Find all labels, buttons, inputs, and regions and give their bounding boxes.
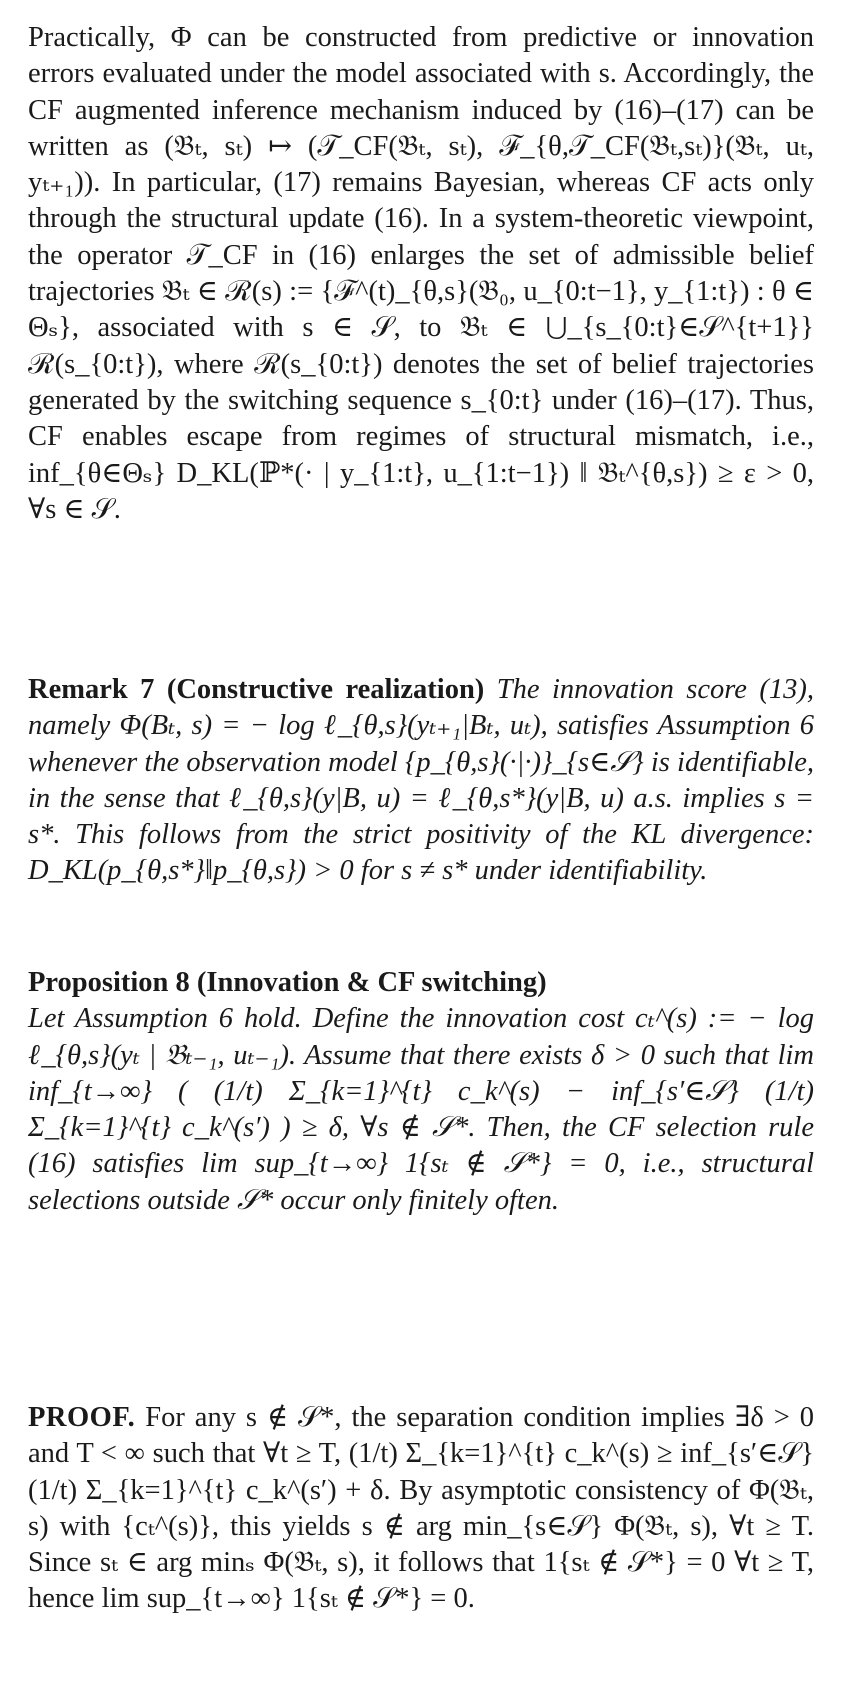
remark-body: The innovation score (13), namely Φ(Bₜ, s) = − log ℓ_{θ,s}(yₜ₊₁|Bₜ, uₜ), satisfies Assumption 6 whenever the observation model {p_{θ,s}(·|·)}_{s∈𝒮} is identifiable, in the sense that ℓ_{θ,s}(y|B, u) = ℓ_{θ,s*}(y|B, u) a.s. implies s = s*. This follows from the strict positivity of the KL divergence: D_KL(p_{θ,s*}‖p_{θ,s}) > 0 for s ≠ s* under identifiability. [28,674,815,887]
remark-heading: Remark 7 (Constructive realization) [28,674,485,705]
remark-block [28,672,814,890]
body-paragraph [28,20,814,528]
proposition-block [28,965,814,1219]
proposition-body: Let Assumption 6 hold. Define the innovation cost cₜ^(s) := − log ℓ_{θ,s}(yₜ | 𝔅ₜ₋₁, uₜ₋₁). Assume that there exists δ > 0 such that lim inf_{t→∞} ( (1/t) Σ_{k=1}^{t} c_k^(s) − inf_{s′∈𝒮} (1/t) Σ_{k=1}^{t} c_k^(s′) ) ≥ δ, ∀s ∉ 𝒮*. Then, the CF selection rule (16) satisfies lim sup_{t→∞} 1{sₜ ∉ 𝒮*} = 0, i.e., structural selections outside 𝒮* occur only finitely often. [28,1003,814,1216]
paragraph-text: Practically, Φ can be constructed from predictive or innovation errors evaluated under the model associated with s. Accordingly, the CF augmented inference mechanism induced by (16)–(17) can be written as (𝔅ₜ, sₜ) ↦ (𝒯_CF(𝔅ₜ, sₜ), ℱ_{θ,𝒯_CF(𝔅ₜ,sₜ)}(𝔅ₜ, uₜ, yₜ₊₁)). In particular, (17) remains Bayesian, whereas CF acts only through the structural update (16). In a system-theoretic viewpoint, the operator 𝒯_CF in (16) enlarges the set of admissible belief trajectories 𝔅ₜ ∈ ℛ(s) := {ℱ^(t)_{θ,s}(𝔅₀, u_{0:t−1}, y_{1:t}) : θ ∈ Θₛ}, associated with s ∈ 𝒮, to 𝔅ₜ ∈ ⋃_{s_{0:t}∈𝒮^{t+1}} ℛ(s_{0:t}), where ℛ(s_{0:t}) denotes the set of belief trajectories generated by the switching sequence s_{0:t} under (16)–(17). Thus, CF enables escape from regimes of structural mismatch, i.e., inf_{θ∈Θₛ} D_KL(ℙ*(· | y_{1:t}, u_{1:t−1}) ‖ 𝔅ₜ^{θ,s}) ≥ ε > 0, ∀s ∈ 𝒮. [28,22,814,525]
proposition-heading: Proposition 8 (Innovation & CF switching) [28,967,547,998]
proof-body: For any s ∉ 𝒮*, the separation condition implies ∃δ > 0 and T < ∞ such that ∀t ≥ T, (1/t) Σ_{k=1}^{t} c_k^(s) ≥ inf_{s′∈𝒮} (1/t) Σ_{k=1}^{t} c_k^(s′) + δ. By asymptotic consistency of Φ(𝔅ₜ, s) with {cₜ^(s)}, this yields s ∉ arg min_{s∈𝒮} Φ(𝔅ₜ, s), ∀t ≥ T. Since sₜ ∈ arg minₛ Φ(𝔅ₜ, s), it follows that 1{sₜ ∉ 𝒮*} = 0 ∀t ≥ T, hence lim sup_{t→∞} 1{sₜ ∉ 𝒮*} = 0. [28,1402,815,1615]
proof-heading: PROOF. [28,1402,136,1433]
proof-block [28,1400,814,1618]
